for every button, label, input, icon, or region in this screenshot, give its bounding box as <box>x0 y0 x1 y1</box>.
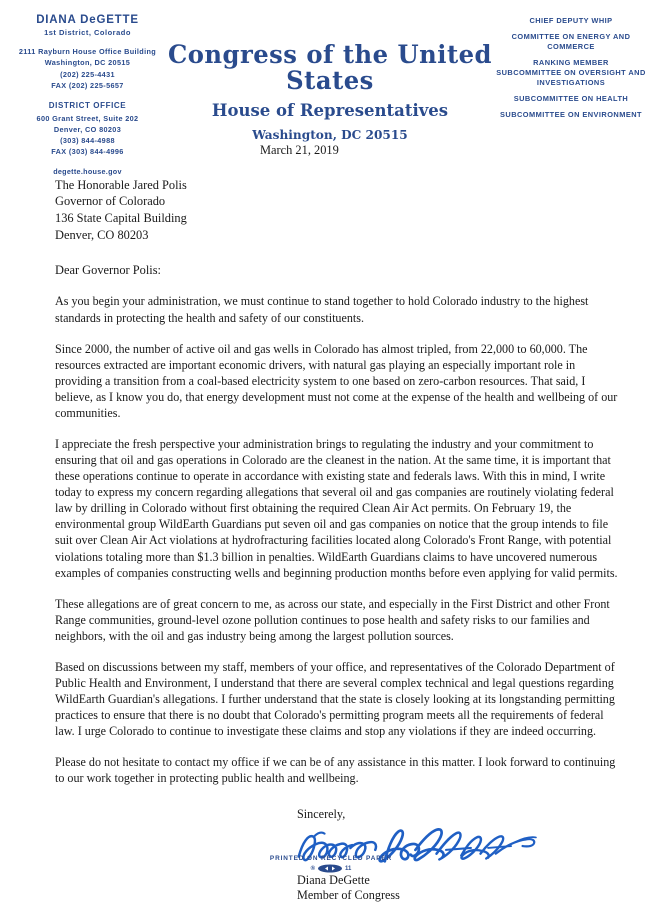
subcommittee-health: SUBCOMMITTEE ON HEALTH <box>513 93 629 103</box>
member-district: 1st District, Colorado <box>44 28 131 37</box>
letter-date: March 21, 2019 <box>260 143 339 157</box>
body-paragraph-1: As you begin your administration, we must continue to stand together to hold Colorado industry to the highest standards in protecting the health and safety of our constituents. <box>55 294 589 325</box>
recycling-mark <box>0 864 662 873</box>
letter-body <box>0 142 662 904</box>
signer-title: Member of Congress <box>297 888 400 903</box>
recipient-name: The Honorable Jared Polis <box>55 177 187 192</box>
subcommittee-oversight-investigations <box>482 58 660 88</box>
signer-name: Diana DeGette <box>297 872 370 887</box>
body-paragraph-2: Since 2000, the number of active oil and gas wells in Colorado has almost tripled, from 22,000 to 60,000. The resources extracted are important economic drivers, with natural gas playing an especially important role in providing a transition from a coal-based electricity system to one based on zero-carbon resources. That said, I believe, as I know you do, that energy development must not come at the expense of the health and wellbeing of our communities. <box>55 341 618 420</box>
masthead-city-line: Washington, DC 20515 <box>252 126 408 142</box>
recipient-city-state-zip: Denver, CO 80203 <box>55 228 149 243</box>
district-office-phone: (303) 844-4988 <box>60 136 115 146</box>
ranking-member-label: RANKING MEMBER <box>533 57 609 67</box>
recipient-title: Governor of Colorado <box>55 194 166 209</box>
washington-office-line-1: 2111 Rayburn House Office Building <box>18 47 157 56</box>
member-name: DIANA DeGETTE <box>36 14 139 26</box>
body-paragraph-5: Based on discussions between my staff, members of your office, and representatives of the Colorado Department of Public Health and Environment, I understand that there are several complex technical and legal questions regarding WildEarth Guardian's allegations. I further understand that the state is closely looking at its longstanding permitting practices to ensure that there is no doubt that Colorado's permitting program meets all the requirements of federal law. I urge Colorado to continue to investigate these claims and stop any violations if they are indeed occurring. <box>55 659 615 739</box>
washington-office-fax: FAX (202) 225-5657 <box>51 80 124 90</box>
committee-energy-commerce-line-2: COMMERCE <box>547 41 595 51</box>
committee-energy-commerce-line-1: COMMITTEE ON ENERGY AND <box>511 31 631 41</box>
letterhead-right-committee-block <box>482 16 660 120</box>
recipient-street: 136 State Capital Building <box>55 211 187 226</box>
washington-office-phone: (202) 225-4431 <box>60 69 115 79</box>
washington-office-address <box>0 46 175 91</box>
subcommittee-oversight-line-2: INVESTIGATIONS <box>536 77 606 87</box>
committee-energy-commerce <box>482 32 660 52</box>
footer <box>0 855 662 873</box>
subcommittee-oversight-line-1: SUBCOMMITTEE ON OVERSIGHT AND <box>496 67 646 77</box>
recycled-paper-notice: PRINTED ON RECYCLED PAPER <box>269 855 393 862</box>
body-paragraph-3: I appreciate the fresh perspective your administration brings to regulating the industry and your commitment to ensuring that oil and gas operations in Colorado are the cleanest in the nation. At the same time, it is important that these operations continue to operate in accordance with existing state and federals laws. With this in mind, I write today to express my concern regarding allegations that several oil and gas companies are routinely violating federal law by drilling in Colorado without first obtaining the required Clean Air Act permits. On February 19, the environmental group WildEarth Guardians put seven oil and gas companies on notice that the group intends to file suit over Clean Air Act violations at hydrofracturing facilities located along Colorado's Front Range, with potential violations totaling more than $1.3 billion in penalties. WildEarth Guardians claims to have uncovered numerous examples of companies constructing wells and beginning production months before even applying for valid permits. <box>55 436 618 580</box>
district-office-title: DISTRICT OFFICE <box>48 101 127 111</box>
member-website: degette.house.gov <box>53 166 122 176</box>
masthead-house-line: House of Representatives <box>211 100 449 121</box>
subcommittee-environment: SUBCOMMITTEE ON ENVIRONMENT <box>500 109 642 119</box>
district-office-line-1: 600 Grant Street, Suite 202 <box>36 113 139 123</box>
salutation: Dear Governor Polis: <box>55 262 161 277</box>
body-paragraph-4: These allegations are of great concern to me, as across our state, and especially in the First District and other Front Range communities, ground-level ozone pollution continues to pose health and safety risks to our families and neighbors, with the oil and gas industry being among the largest pollution sources. <box>55 596 610 643</box>
registered-mark: ® <box>310 865 316 872</box>
body-paragraph-6: Please do not hesitate to contact my office if we can be of any assistance in this matter. I look forward to continuing to our work together in protecting public health and wellbeing. <box>55 755 616 786</box>
district-office-fax: FAX (303) 844-4996 <box>51 147 124 157</box>
role-chief-deputy-whip: CHIEF DEPUTY WHIP <box>529 16 613 25</box>
district-office-line-2: Denver, CO 80203 <box>53 124 122 134</box>
closing-salutation: Sincerely, <box>297 807 346 822</box>
masthead-congress-line: Congress of the United States <box>167 40 493 96</box>
recipient-address <box>55 177 620 244</box>
washington-office-line-2: Washington, DC 20515 <box>44 58 131 68</box>
masthead <box>150 42 510 142</box>
recycle-icon <box>317 864 343 873</box>
footer-mark-number: 11 <box>345 865 352 872</box>
